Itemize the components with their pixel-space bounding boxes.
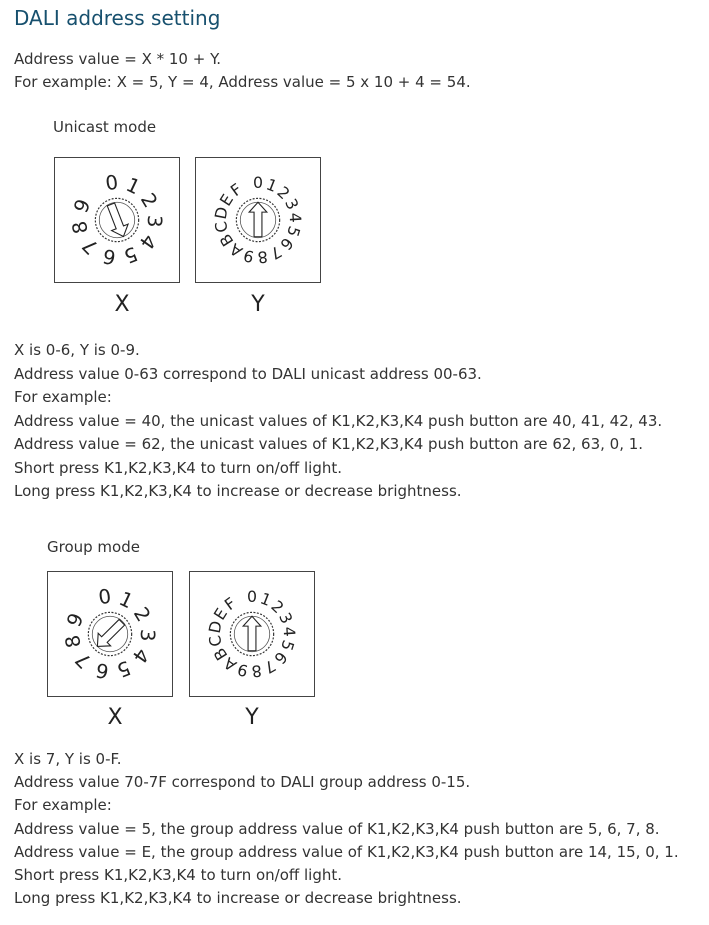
dial-digit-3: 3 (135, 628, 160, 642)
group-heading: Group mode (47, 538, 140, 556)
dial-digit-a: A (220, 653, 240, 676)
dial-digit-7: 7 (267, 242, 285, 264)
group-line-6: Short press K1,K2,K3,K4 to turn on/off light. (14, 866, 343, 884)
group-line-4: Address value = 5, the group address value of K1,K2,K3,K4 push button are 5, 6, 7, 8. (14, 820, 660, 838)
dial-digit-3: 3 (281, 195, 303, 213)
dial-digit-f: F (226, 179, 246, 201)
dial-digit-4: 4 (134, 229, 161, 254)
group-x-dial (48, 572, 172, 696)
intro-example: For example: X = 5, Y = 4, Address value = 5 x 10 + 4 = 54. (14, 73, 471, 91)
dial-digit-0: 0 (246, 587, 258, 607)
unicast-x-label: X (114, 292, 130, 317)
unicast-line-7: Long press K1,K2,K3,K4 to increase or decrease brightness. (14, 482, 462, 500)
dial-digit-4: 4 (279, 626, 300, 638)
dial-digit-9: 9 (235, 659, 250, 681)
dial-digit-d: D (210, 205, 232, 221)
dial-digit-9: 9 (62, 609, 89, 631)
unicast-line-2: Address value 0-63 correspond to DALI unicast address 00-63. (14, 365, 482, 383)
dial-digit-b: B (209, 644, 232, 664)
page-title: DALI address setting (14, 6, 221, 30)
group-line-7: Long press K1,K2,K3,K4 to increase or decrease brightness. (14, 889, 462, 907)
group-x-label: X (107, 705, 123, 730)
dial-digit-4: 4 (285, 212, 306, 224)
dial-digit-d: D (204, 619, 226, 635)
group-y-label: Y (245, 705, 259, 730)
dial-digit-6: 6 (276, 233, 298, 254)
group-y-dial (190, 572, 314, 696)
dial-digit-6: 6 (93, 658, 111, 684)
unicast-x-rotary-switch (54, 157, 180, 283)
dial-digit-8: 8 (60, 632, 86, 650)
dial-digit-6: 6 (100, 244, 118, 270)
dial-digit-0: 0 (252, 173, 264, 193)
dial-digit-7: 7 (70, 647, 97, 673)
dial-digit-5: 5 (113, 655, 134, 682)
dial-digit-7: 7 (77, 233, 104, 259)
group-line-5: Address value = E, the group address value of K1,K2,K3,K4 push button are 14, 15, 0, 1. (14, 843, 679, 861)
dial-digit-5: 5 (120, 241, 141, 268)
unicast-line-4: Address value = 40, the unicast values of K1,K2,K3,K4 push button are 40, 41, 42, 43. (14, 412, 663, 430)
dial-digit-3: 3 (142, 214, 167, 228)
dial-digit-1: 1 (122, 173, 144, 200)
dial-digit-3: 3 (275, 609, 297, 627)
dial-digit-9: 9 (69, 195, 96, 217)
dial-digit-0: 0 (96, 584, 113, 610)
dial-digit-8: 8 (250, 661, 263, 682)
dial-digit-9: 9 (241, 245, 256, 267)
unicast-line-6: Short press K1,K2,K3,K4 to turn on/off light. (14, 459, 343, 477)
dial-digit-e: E (209, 604, 232, 624)
group-x-rotary-switch (47, 571, 173, 697)
unicast-y-label: Y (251, 292, 265, 317)
dial-digit-8: 8 (67, 218, 93, 236)
dial-digit-1: 1 (263, 174, 280, 196)
unicast-line-1: X is 0-6, Y is 0-9. (14, 341, 140, 359)
unicast-x-dial (55, 158, 179, 282)
dial-digit-a: A (226, 239, 246, 262)
unicast-line-3: For example: (14, 388, 112, 406)
dial-digit-0: 0 (103, 170, 120, 196)
dial-digit-4: 4 (127, 643, 154, 668)
intro-formula: Address value = X * 10 + Y. (14, 50, 221, 68)
dial-digit-1: 1 (115, 587, 137, 614)
dial-digit-2: 2 (267, 596, 288, 618)
dial-digit-6: 6 (270, 647, 292, 668)
dial-digit-f: F (220, 593, 240, 615)
group-line-1: X is 7, Y is 0-F. (14, 750, 122, 768)
dial-digit-8: 8 (256, 247, 269, 268)
dial-digit-2: 2 (273, 182, 294, 204)
unicast-y-dial (196, 158, 320, 282)
group-line-2: Address value 70-7F correspond to DALI group address 0-15. (14, 773, 471, 791)
dial-digit-c: C (204, 633, 226, 649)
dial-digit-b: B (215, 230, 238, 250)
dial-digit-7: 7 (261, 656, 279, 678)
dial-digit-c: C (210, 219, 232, 235)
dial-digit-2: 2 (128, 603, 156, 626)
dial-digit-1: 1 (257, 588, 274, 610)
group-y-rotary-switch (189, 571, 315, 697)
dial-digit-e: E (215, 190, 238, 210)
unicast-heading: Unicast mode (53, 118, 157, 136)
dial-digit-5: 5 (276, 637, 299, 654)
dial-digit-2: 2 (135, 189, 163, 212)
unicast-y-rotary-switch (195, 157, 321, 283)
group-line-3: For example: (14, 796, 112, 814)
dial-digit-5: 5 (282, 223, 305, 240)
unicast-line-5: Address value = 62, the unicast values of K1,K2,K3,K4 push button are 62, 63, 0, 1. (14, 435, 644, 453)
